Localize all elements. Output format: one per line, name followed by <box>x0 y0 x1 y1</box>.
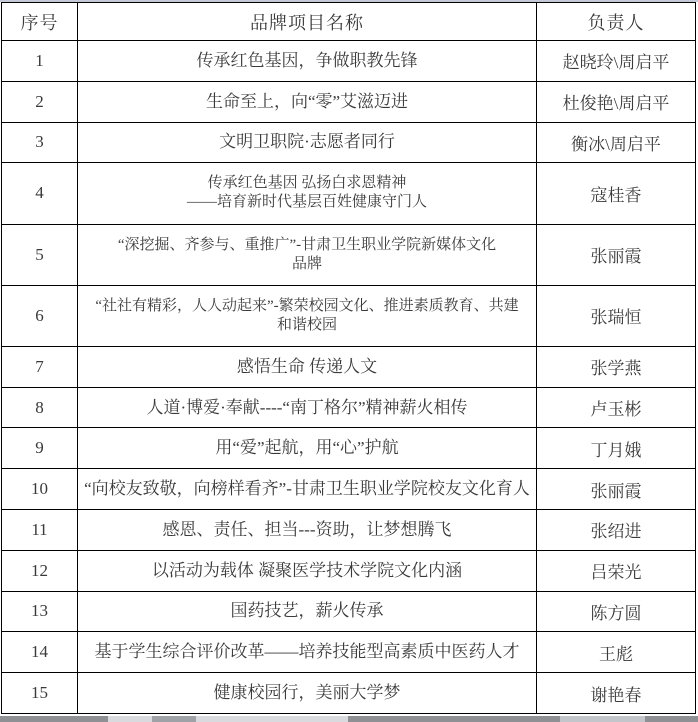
project-name-cell <box>78 346 537 387</box>
project-name-cell <box>78 387 537 428</box>
serial-number-cell: 9 <box>2 428 78 469</box>
serial-number-cell: 5 <box>2 224 78 285</box>
table-row <box>2 122 696 163</box>
table-row <box>2 469 696 510</box>
person-in-charge-cell: 张绍进 <box>537 509 696 550</box>
table-row <box>2 285 696 346</box>
table-row <box>2 346 696 387</box>
person-in-charge-cell: 赵晓玲\周启平 <box>537 41 696 82</box>
person-in-charge-cell: 陈方圆 <box>537 591 696 632</box>
table-row <box>2 509 696 550</box>
serial-number-cell: 13 <box>2 591 78 632</box>
serial-number-cell: 3 <box>2 122 78 163</box>
project-name-cell <box>78 632 537 673</box>
project-name-line: 人道·博爱·奉献----“南丁格尔”精神薪火相传 <box>146 397 468 417</box>
table-row <box>2 591 696 632</box>
project-name-cell <box>78 81 537 122</box>
table-row <box>2 81 696 122</box>
serial-number-cell: 2 <box>2 81 78 122</box>
project-name-cell <box>78 428 537 469</box>
project-name-cell <box>78 673 537 714</box>
project-name-line: “向校友致敬，向榜样看齐”-甘肃卫生职业学院校友文化育人 <box>84 479 530 499</box>
project-name-line: ——培育新时代基层百姓健康守门人 <box>186 194 427 211</box>
person-in-charge-cell: 张丽霞 <box>537 224 696 285</box>
project-name-cell <box>78 224 537 285</box>
serial-number-cell: 10 <box>2 469 78 510</box>
table-row <box>2 428 696 469</box>
table-row <box>2 163 696 224</box>
table-body <box>2 41 696 714</box>
table-row <box>2 41 696 82</box>
table-row <box>2 387 696 428</box>
project-name-line: 以活动为载体 凝聚医学技术学院文化内涵 <box>151 560 463 580</box>
serial-number-cell: 1 <box>2 41 78 82</box>
table-header-row <box>2 3 696 41</box>
project-name-cell <box>78 509 537 550</box>
table-row <box>2 224 696 285</box>
project-name-line: 传承红色基因 弘扬白求恩精神 <box>207 175 407 192</box>
person-in-charge-cell: 张瑞恒 <box>537 285 696 346</box>
project-name-cell <box>78 163 537 224</box>
person-in-charge-cell: 吕荣光 <box>537 550 696 591</box>
serial-number-cell: 7 <box>2 346 78 387</box>
project-name-line: 感悟生命 传递人文 <box>236 356 378 376</box>
project-name-cell <box>78 285 537 346</box>
serial-number-cell: 11 <box>2 509 78 550</box>
person-in-charge-cell: 张学燕 <box>537 346 696 387</box>
bottom-window-edge <box>0 716 698 722</box>
header-serial-number: 序号 <box>2 3 78 41</box>
project-name-line: 传承红色基因，争做职教先锋 <box>196 50 418 70</box>
project-name-line: “社社有精彩，人人动起来”-繁荣校园文化、推进素质教育、共建 <box>95 297 519 314</box>
project-name-line: 生命至上，向“零”艾滋迈进 <box>205 91 409 111</box>
project-name-cell <box>78 469 537 510</box>
table-row <box>2 673 696 714</box>
project-name-line: 文明卫职院·志愿者同行 <box>219 132 395 152</box>
project-name-line: “深挖掘、齐参与、重推广”-甘肃卫生职业学院新媒体文化 <box>117 236 497 253</box>
person-in-charge-cell: 谢艳春 <box>537 673 696 714</box>
person-in-charge-cell: 丁月娥 <box>537 428 696 469</box>
person-in-charge-cell: 张丽霞 <box>537 469 696 510</box>
project-name-cell <box>78 122 537 163</box>
serial-number-cell: 14 <box>2 632 78 673</box>
header-project-name: 品牌项目名称 <box>78 3 537 41</box>
project-name-line: 和谐校园 <box>276 316 337 333</box>
table-row <box>2 632 696 673</box>
serial-number-cell: 12 <box>2 550 78 591</box>
person-in-charge-cell: 卢玉彬 <box>537 387 696 428</box>
header-person-in-charge: 负责人 <box>537 3 696 41</box>
project-name-line: 用“爱”起航，用“心”护航 <box>215 438 399 458</box>
serial-number-cell: 4 <box>2 163 78 224</box>
project-name-cell <box>78 591 537 632</box>
project-name-cell <box>78 550 537 591</box>
person-in-charge-cell: 杜俊艳\周启平 <box>537 81 696 122</box>
person-in-charge-cell: 衡冰\周启平 <box>537 122 696 163</box>
serial-number-cell: 15 <box>2 673 78 714</box>
serial-number-cell: 6 <box>2 285 78 346</box>
table-row <box>2 550 696 591</box>
project-name-line: 感恩、责任、担当---资助，让梦想腾飞 <box>162 519 452 539</box>
project-name-line: 健康校园行，美丽大学梦 <box>213 683 401 703</box>
project-name-line: 基于学生综合评价改革——培养技能型高素质中医药人才 <box>94 642 520 662</box>
brand-projects-table <box>1 2 696 714</box>
person-in-charge-cell: 寇桂香 <box>537 163 696 224</box>
project-name-line: 国药技艺，薪火传承 <box>230 601 384 621</box>
project-name-cell <box>78 41 537 82</box>
serial-number-cell: 8 <box>2 387 78 428</box>
project-name-line: 品牌 <box>291 255 322 272</box>
person-in-charge-cell: 王彪 <box>537 632 696 673</box>
